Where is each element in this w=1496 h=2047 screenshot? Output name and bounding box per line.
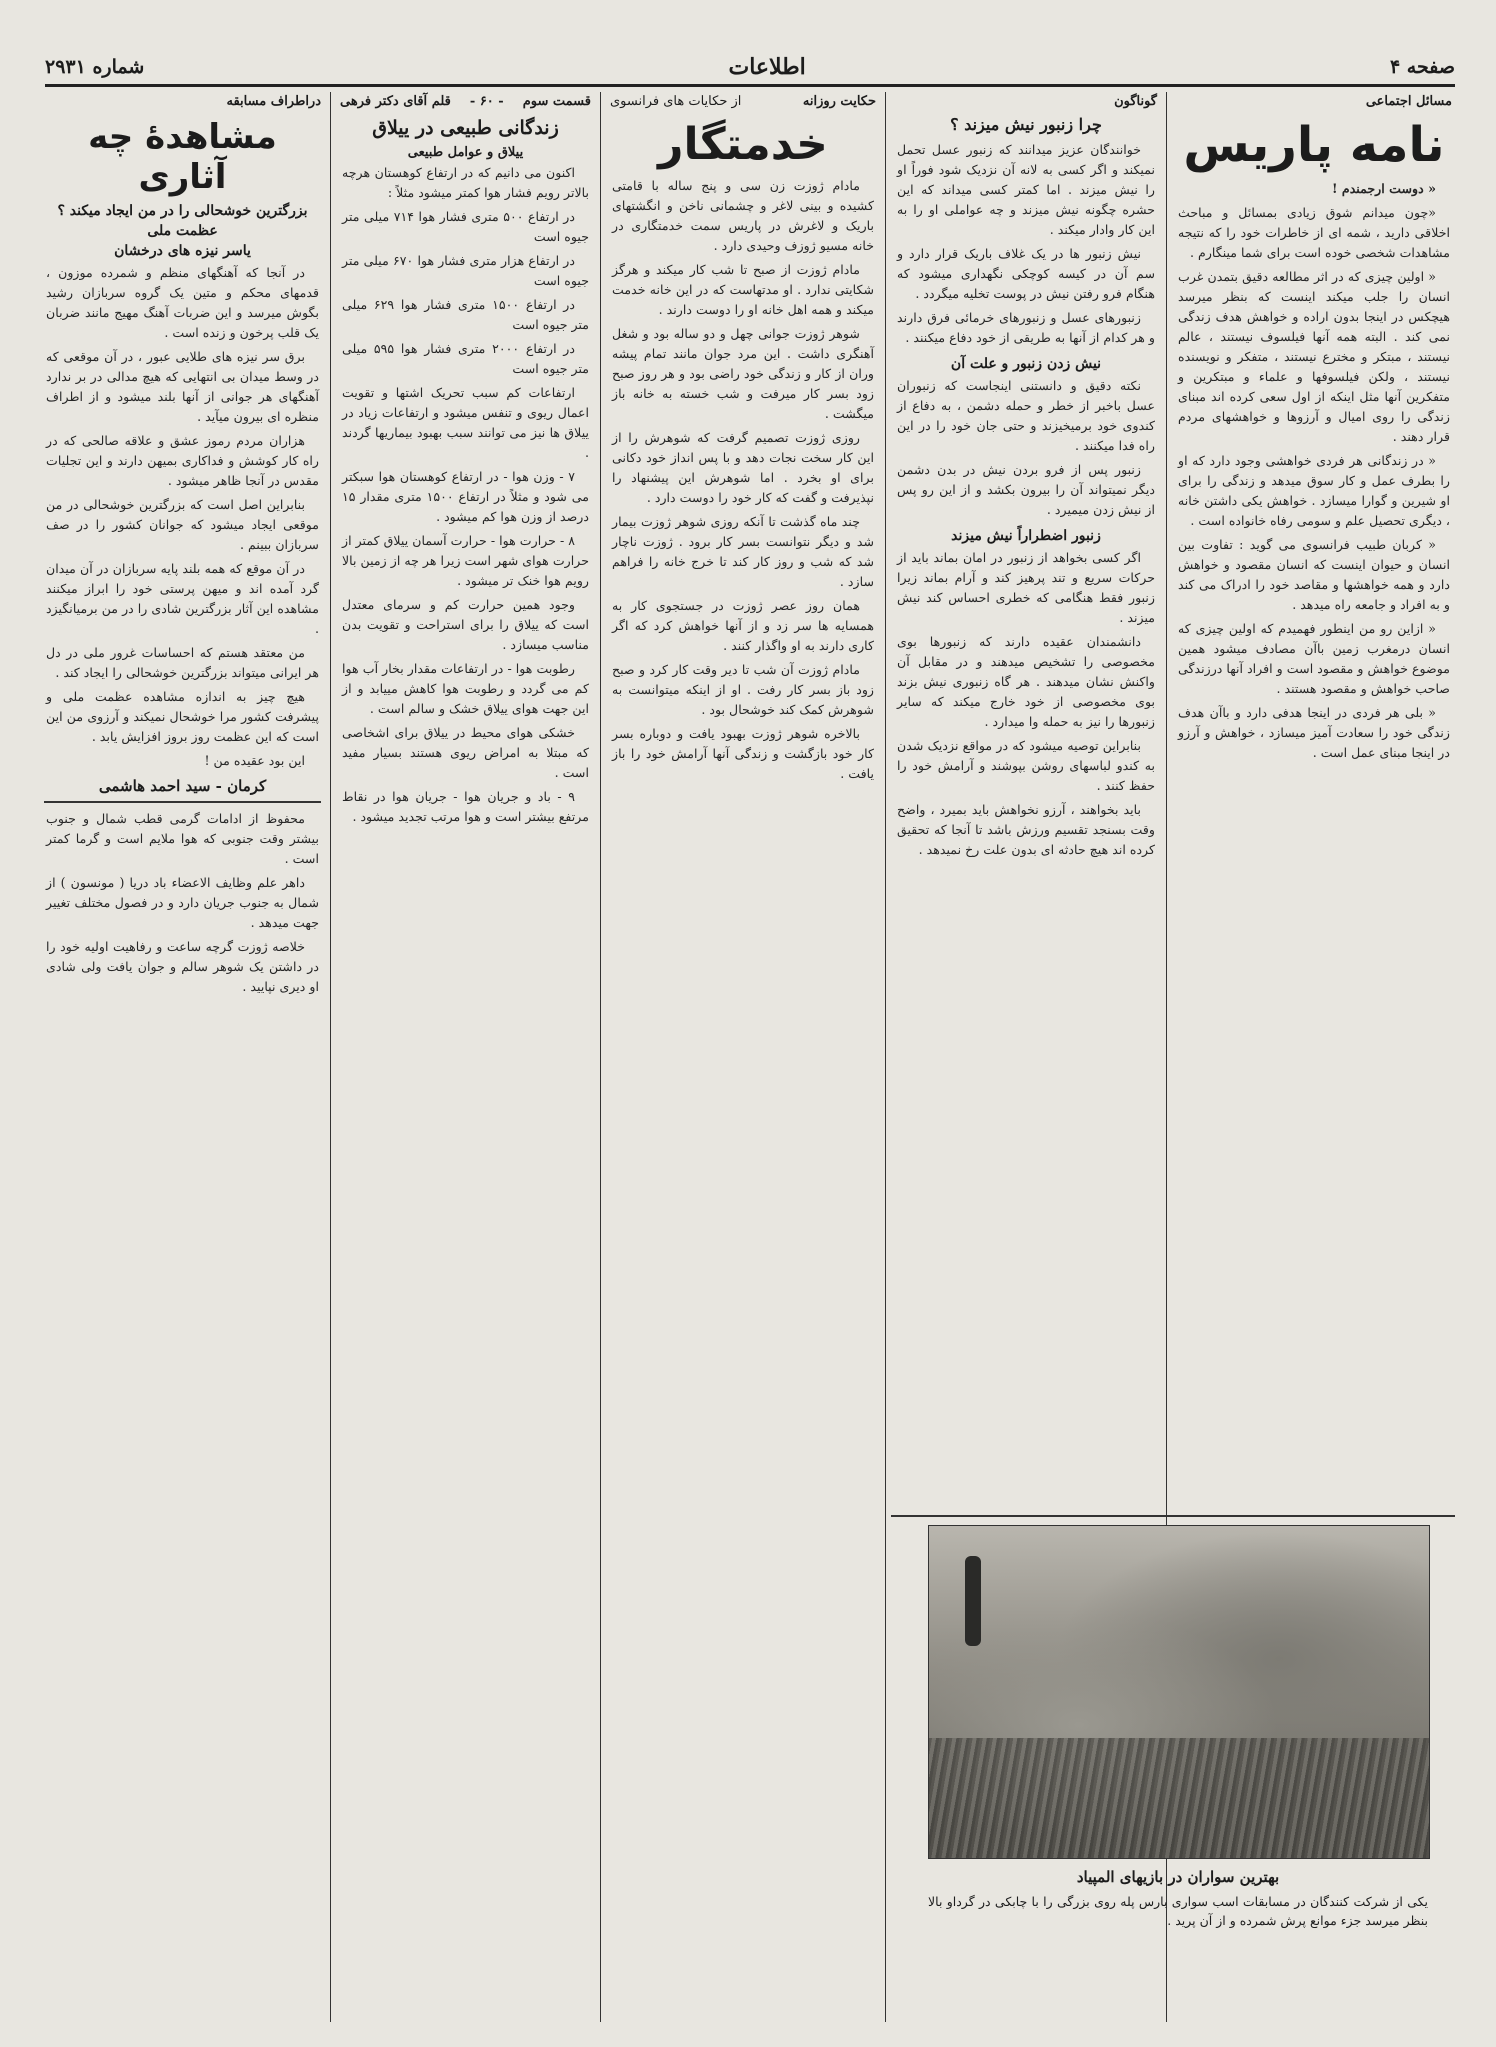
paragraph: باید بخواهند ، آرزو نخواهش باید بمیرد ، واضح وقت بسنجد تقسیم ورزش باشد تا آنجا که تحقیق کرده اند هیچ حادثه ای بدون علت رخ نمیدهد . bbox=[897, 802, 1155, 857]
author-signature: کرمان - سید احمد هاشمی bbox=[98, 777, 267, 795]
paragraph: دانشمندان عقیده دارند که زنبورها بوی مخصوصی را تشخیص میدهند و در مقابل آن واکنش نشان میدهند . هر گاه زنبوری نیش بزند بوی مخصوصی از خود خارج میکند که سایر زنبورها را نیز به حمله وا میدارد . bbox=[897, 634, 1155, 729]
paragraph: در ارتفاع هزار متری فشار هوا ۶۷۰ میلی متر جیوه است bbox=[342, 253, 589, 288]
paragraph: همان روز عصر ژوزت در جستجوی کار به همسایه ها سر زد و از آنها خواهش کرد که اگر کاری دارند به او واگذار کنند . bbox=[612, 598, 874, 653]
article-headline: مشاهدهٔ چه آثاری bbox=[88, 117, 277, 197]
number-label: - ۶۰ - bbox=[469, 94, 504, 109]
photo-rider bbox=[965, 1556, 981, 1646]
paragraph: در آن موقع که همه بلند پایه سربازان در آن میدان گرد آمده اند و میهن پرستی خود را ابراز میکنند مشاهده این آثار بزرگترین شادی را در من برمیانگیزد . bbox=[46, 561, 319, 636]
column-rule bbox=[885, 92, 886, 2022]
paragraph: در ارتفاع ۲۰۰۰ متری فشار هوا ۵۹۵ میلی متر جیوه است bbox=[342, 341, 589, 376]
article-paris-letter bbox=[1172, 92, 1456, 1512]
article-headline: خدمتگار bbox=[658, 119, 828, 170]
paragraph: « ازاین رو من اینطور فهمیدم که اولین چیزی که انسان درمغرب زمین باآن مصادف میشود همین موضوع خواهش و مقصود است و افراد آنها درزندگی صاحب خواهش و مقصود هستند . bbox=[1178, 621, 1450, 696]
paragraph: « بلی هر فردی در اینجا هدفی دارد و باآن هدف زندگی خود را سعادت آمیز میسازد ، خواهش و آرزو در اینجا مبنای عمل است . bbox=[1178, 705, 1450, 760]
paragraph: « در زندگانی هر فردی خواهشی وجود دارد که او را بطرف عمل و کار سوق میدهد و زندگی را برای او شیرین و گوارا میسازد . خواهش یکی داشتن خانه ، دیگری تحصیل علم و سومی رفاه خانواده است . bbox=[1178, 453, 1450, 528]
article-servant-story bbox=[606, 92, 880, 2022]
paragraph: خلاصه ژوزت گرچه ساعت و رفاهیت اولیه خود را در داشتن یک شوهر سالم و جوان یافت ولی شادی او دیری نپایید . bbox=[46, 939, 319, 994]
paragraph: خشکی هوای محیط در ییلاق برای اشخاصی که مبتلا به امراض ریوی هستند بسیار مفید است . bbox=[342, 725, 589, 780]
section-heading: نیش زدن زنبور و علت آن bbox=[950, 356, 1102, 372]
paragraph: اگر کسی بخواهد از زنبور در امان بماند باید از حرکات سریع و تند پرهیز کند و آرام بماند زیرا زنبور فقط هنگامی که خطری احساس کند نیش میزند . bbox=[897, 550, 1155, 625]
kicker-row bbox=[336, 92, 595, 111]
article-subhead: ییلاق و عوامل طبیعی bbox=[407, 145, 524, 160]
paragraph: بنابراین اصل است که بزرگترین خوشحالی در من موقعی ایجاد میشود که جوانان کشور را در صف سربازان ببینم . bbox=[46, 497, 319, 552]
article-bee-sting bbox=[891, 92, 1161, 1512]
paragraph: بالاخره شوهر ژوزت بهبود یافت و دوباره بسر کار خود بازگشت و زندگی آنها آرامش خود را باز یافت . bbox=[612, 726, 874, 781]
paragraph: مادام ژوزت زن سی و پنج ساله با قامتی کشیده و بینی لاغر و چشمانی ناخن و انگشتهای باریک و لاغرش در پاریس سمت خدمتگاری در خانه مسیو ژوزف وحیدی دارد . bbox=[612, 178, 874, 253]
paragraph: رطوبت هوا - در ارتفاعات مقدار بخار آب هوا کم می گردد و رطوبت هوا کاهش مییابد و از این جهت هوای ییلاق خشک و سالم است . bbox=[342, 661, 589, 716]
page-number: صفحه ۴ bbox=[1389, 56, 1455, 78]
article-body bbox=[342, 163, 589, 827]
paragraph: « کربان طبیب فرانسوی می گوید : تفاوت بین انسان و حیوان اینست که انسان مقصود و خواهش دارد و همه خواهشها و مقاصد خود را ادراک می کند و به افراد و جامعه راه میدهد . bbox=[1178, 537, 1450, 612]
paragraph: محفوظ از ادامات گرمی قطب شمال و جنوب بیشتر وقت جنوبی که هوا ملایم است و گرما کمتر است . bbox=[46, 811, 319, 866]
section-subkicker: از حکایات های فرانسوی bbox=[610, 94, 742, 109]
article-subhead: بزرگترین خوشحالی را در من ایجاد میکند ؟ bbox=[57, 203, 308, 219]
article-body bbox=[897, 140, 1155, 348]
paragraph: ۹ - باد و جریان هوا - جریان هوا در نقاط مرتفع بیشتر است و هوا مرتب تجدید میشود . bbox=[342, 789, 589, 824]
paragraph: شوهر ژوزت جوانی چهل و دو ساله بود و شغل آهنگری داشت . این مرد جوان مانند تمام پیشه وران از کار و زندگی خود راضی بود و هر روز صبح زود بسر کار میرفت و شب خسته به خانه باز میگشت . bbox=[612, 326, 874, 421]
kicker-row bbox=[606, 92, 880, 111]
paragraph: ۸ - حرارت هوا - حرارت آسمان ییلاق کمتر از حرارت هوای شهر است زیرا هر چه از زمین بالا رویم هوا خنک تر میشود . bbox=[342, 533, 589, 588]
section-kicker: مسائل اجتماعی bbox=[1365, 94, 1452, 109]
section-heading: زنبور اضطراراً نیش میزند bbox=[951, 528, 1101, 544]
paragraph: بنابراین توصیه میشود که در مواقع نزدیک شدن به کندو لباسهای روشن بپوشند و آرامش خود را حفظ کنند . bbox=[897, 738, 1155, 793]
photo-foliage bbox=[929, 1738, 1429, 1858]
author-label: قلم آقای دکتر فرهی bbox=[340, 94, 451, 109]
paragraph: نیش زنبور ها در یک غلاف باریک قرار دارد و سم آن در کیسه کوچکی نگهداری میشود که هنگام فرو رفتن نیش در پوست تخلیه میگردد . bbox=[897, 246, 1155, 301]
photo-caption: یکی از شرکت کنندگان در مسابقات اسب سواری بارس پله روی بزرگی را با چابکی در گرداو بالا بنظر میرسد جزء موانع پرش شمرده و از آن پرید . bbox=[928, 1894, 1428, 1928]
section-subtitle: یاسر نیزه های درخشان bbox=[114, 243, 251, 259]
article-contest bbox=[40, 92, 325, 2022]
article-natural-life bbox=[336, 92, 595, 2022]
paragraph: داهر علم وظایف الاعضاء باد دریا ( مونسون ) از شمال به جنوب جریان دارد و در فصول مختلف تغییر جهت میدهد . bbox=[46, 875, 319, 930]
paragraph: وجود همین حرارت کم و سرمای معتدل است که ییلاق را برای استراحت و تقویت بدن مناسب میسازد . bbox=[342, 597, 589, 652]
article-body bbox=[1178, 179, 1450, 763]
column-rule bbox=[330, 92, 331, 2022]
paragraph: ارتفاعات کم سبب تحریک اشتها و تقویت اعمال ریوی و تنفس میشود و ارتفاعات زیاد در ییلاق ها نیز می توانند سبب بهبود بیماریها گردند . bbox=[342, 385, 589, 460]
paragraph: روزی ژوزت تصمیم گرفت که شوهرش را از این کار سخت نجات دهد و با پس انداز خود دکانی برای او بخرد . اما شوهرش این پیشنهاد را نپذیرفت و گفت که کار خود را دوست دارد . bbox=[612, 430, 874, 505]
photo-caption-title: بهترین سواران در بازیهای المپیاد bbox=[1076, 1868, 1280, 1886]
paragraph: مادام ژوزت از صبح تا شب کار میکند و هرگز شکایتی ندارد . او مدتهاست که در این خانه خدمت میکند و همه اهل خانه او را دوست دارند . bbox=[612, 262, 874, 317]
paragraph: زنبور پس از فرو بردن نیش در بدن دشمن دیگر نمیتواند آن را بیرون بکشد و از این رو پس از نیش زدن میمیرد . bbox=[897, 462, 1155, 517]
paragraph: خوانندگان عزیز میدانند که زنبور عسل تحمل نمیکند و اگر کسی به لانه آن نزدیک شود فوراً او را نیش میزند . اما کمتر کسی میداند که این حشره چگونه نیش میزند و چه عواملی او را به این کار وادار میکند . bbox=[897, 142, 1155, 237]
paragraph: برق سر نیزه های طلایی عبور ، در آن موقعی که در وسط میدان بی انتهایی که هیچ مدالی در بر ندارد آهنگهای هر جوانی از آنها بلند میشود و از اطراف منظره ای بیرون میآید . bbox=[46, 349, 319, 424]
article-body bbox=[46, 263, 319, 771]
salutation: « دوست ارجمندم ! bbox=[1331, 181, 1436, 196]
newspaper-title: اطلاعات bbox=[728, 54, 806, 80]
paragraph: زنبورهای عسل و زنبورهای خرمائی فرق دارند و هر کدام از آنها به طریقی از خود دفاع میکنند . bbox=[897, 310, 1155, 345]
section-kicker: دراطراف مسابقه bbox=[226, 94, 321, 109]
paragraph: مادام ژوزت آن شب تا دیر وقت کار کرد و صبح زود باز بسر کار رفت . او از اینکه میتوانست به شوهرش کمک کند خوشحال بود . bbox=[612, 662, 874, 717]
masthead bbox=[45, 50, 1455, 87]
column-rule bbox=[600, 92, 601, 2022]
article-body bbox=[46, 809, 319, 997]
section-kicker: حکایت روزانه bbox=[802, 94, 876, 109]
paragraph: من معتقد هستم که احساسات غرور ملی در دل هر ایرانی میتواند بزرگترین خوشحالی را ایجاد کند . bbox=[46, 645, 319, 680]
paragraph: در ارتفاع ۵۰۰ متری فشار هوا ۷۱۴ میلی متر جیوه است bbox=[342, 209, 589, 244]
paragraph: نکته دقیق و دانستنی اینجاست که زنبوران عسل باخبر از خطر و حمله دشمن ، به دفاع از کندوی خود برمیخیزند و حتی جان خود را در این راه فدا میکنند . bbox=[897, 378, 1155, 453]
olympics-photo bbox=[928, 1525, 1430, 1859]
article-body bbox=[897, 548, 1155, 860]
paragraph: هیچ چیز به اندازه مشاهده عظمت ملی و پیشرفت کشور مرا خوشحال نمیکند و آرزوی من این است که این عظمت روز بروز افزایش یابد . bbox=[46, 689, 319, 744]
article-headline: زندگانی طبیعی در ییلاق bbox=[372, 117, 559, 139]
article-headline: نامه پاریس bbox=[1183, 117, 1445, 173]
paragraph: «چون میدانم شوق زیادی بمسائل و مباحث اخلاقی دارید ، شمه ای از خاطرات خود را که نتیجه مشاهدات شخصی خوده است برای شما مینگارم . bbox=[1178, 205, 1450, 260]
paragraph: هزاران مردم رموز عشق و علاقه صالحی که در راه کار کوشش و فداکاری بمیهن دارند و این تجلیات مقدس در آنجا ظاهر میشود . bbox=[46, 433, 319, 488]
article-body bbox=[897, 376, 1155, 520]
paragraph: این بود عقیده من ! bbox=[204, 753, 305, 768]
paragraph: اکنون می دانیم که در ارتفاع کوهستان هرچه بالاتر رویم فشار هوا کمتر میشود مثلاً : bbox=[342, 165, 589, 200]
article-headline: چرا زنبور نیش میزند ؟ bbox=[950, 115, 1102, 134]
section-kicker: قسمت سوم bbox=[522, 94, 591, 109]
paragraph: ۷ - وزن هوا - در ارتفاع کوهستان هوا سبکتر می شود و مثلاً در ارتفاع ۱۵۰۰ متری مقدار ۱۵ درصد از وزن هوا کم میشود . bbox=[342, 469, 589, 524]
section-kicker: گوناگون bbox=[1114, 94, 1157, 109]
paragraph: در ارتفاع ۱۵۰۰ متری فشار هوا ۶۲۹ میلی متر جیوه است bbox=[342, 297, 589, 332]
issue-number: شماره ۲۹۳۱ bbox=[45, 56, 145, 78]
paragraph: چند ماه گذشت تا آنکه روزی شوهر ژوزت بیمار شد و دیگر نتوانست بسر کار برود . ژوزت ناچار شد که شب و روز کار کند تا خرج خانه را فراهم سازد . bbox=[612, 514, 874, 589]
divider bbox=[44, 801, 321, 803]
paragraph: در آنجا که آهنگهای منظم و شمرده موزون ، قدمهای محکم و متین یک گروه سربازان رشید بگوش میرسد و این ضربات آهنگ مهیج مانند ضربان یک قلب پرخون و زنده است . bbox=[46, 265, 319, 340]
divider bbox=[891, 1515, 1455, 1517]
section-title: عظمت ملی bbox=[147, 223, 218, 239]
paragraph: « اولین چیزی که در اثر مطالعه دقیق بتمدن غرب انسان را جلب میکند اینست که بنظر میرسد هیچکس در اینجا بدون اراده و خواهش هدف زندگی نمی کند . البته همه آنها فیلسوف نیستند ، عالم نیستند ، مبتکر و مخترع نیستند ، متفکر و نویسنده نیستند ، ولکن فیلسوفها و علماء و مبتکرین و متفکرین آنها مثل اینکه از اول سعی کرده اند مبنای زندگی را روی امیال و آرزوها و خواهشهای مردم قرار دهند . bbox=[1178, 269, 1450, 444]
article-body bbox=[612, 176, 874, 784]
